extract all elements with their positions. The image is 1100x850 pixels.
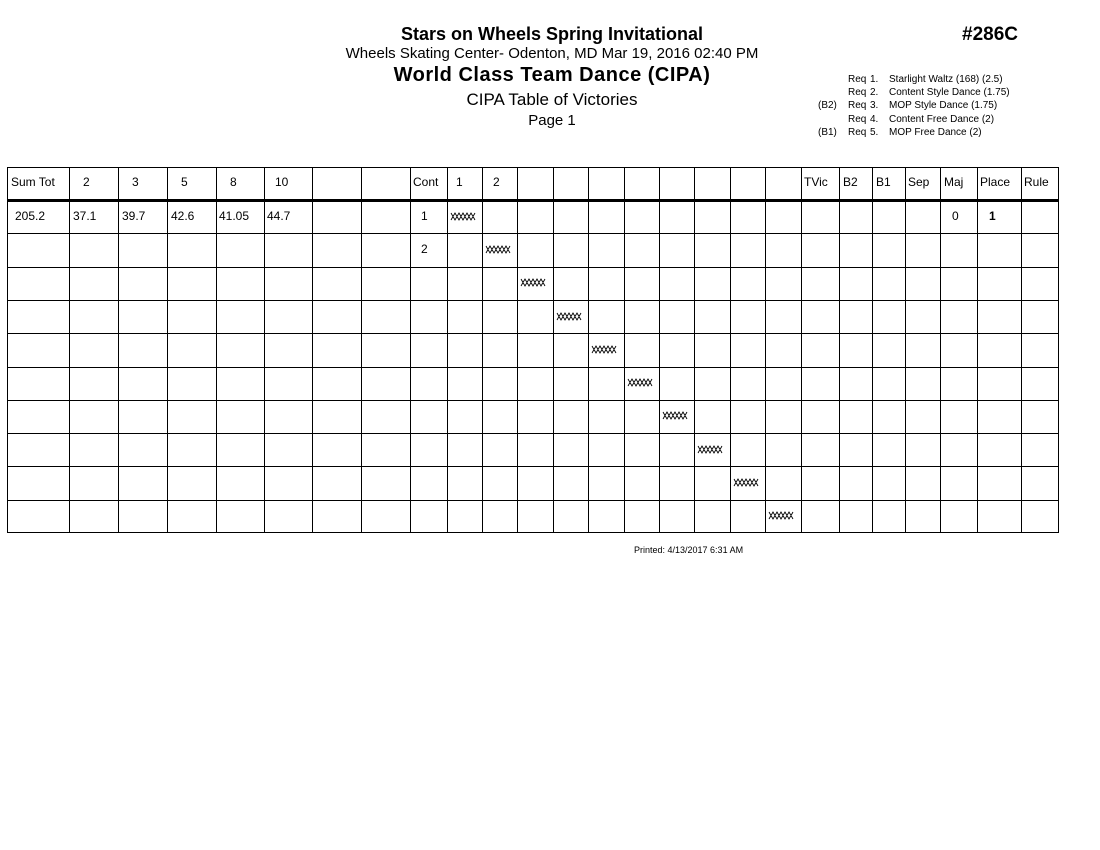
col-header-sep: Sep <box>908 175 930 189</box>
contestant-number: 2 <box>421 242 428 256</box>
grid-column-line <box>69 167 70 533</box>
contestant-number: 1 <box>421 209 428 223</box>
requirement-number: 4. <box>870 113 879 125</box>
requirement-text: MOP Style Dance (1.75) <box>889 100 998 112</box>
col-header-judge-3: 3 <box>132 175 139 189</box>
requirement-label: Req <box>848 87 867 99</box>
grid-row-line <box>7 433 1059 434</box>
requirement-item <box>818 126 1010 139</box>
col-header-judge-2: 2 <box>83 175 90 189</box>
requirement-number: 2. <box>870 87 879 99</box>
grid-column-line <box>624 167 625 533</box>
requirements-list <box>818 73 1010 139</box>
grid-row-line <box>7 466 1059 467</box>
grid-column-line <box>312 167 313 533</box>
requirement-text: Starlight Waltz (168) (2.5) <box>889 74 1003 85</box>
col-header-place: Place <box>980 175 1011 189</box>
requirement-number: 1. <box>870 74 879 85</box>
grid-column-line <box>118 167 119 533</box>
requirement-tag <box>818 73 848 86</box>
grid-column-line <box>447 167 448 533</box>
grid-column-line <box>361 167 362 533</box>
col-header-cont: Cont <box>413 175 439 189</box>
table-title: CIPA Table of Victories <box>466 90 638 109</box>
requirement-label: Req <box>848 74 867 85</box>
col-header-b1: B1 <box>876 175 891 189</box>
dance-title: World Class Team Dance (CIPA) <box>393 64 711 86</box>
venue-date-line: Wheels Skating Center- Odenton, MD Mar 19, 2016 02:40 PM <box>345 45 759 62</box>
grid-column-line <box>872 167 873 533</box>
self-comparison-xxx-marker <box>485 245 511 254</box>
event-title: Stars on Wheels Spring Invitational <box>400 24 704 44</box>
requirement-label: Req <box>848 100 867 112</box>
grid-row-line <box>7 199 1059 202</box>
col-header-tvic: TVic <box>804 175 828 189</box>
requirement-label: Req <box>848 126 867 138</box>
grid-column-line <box>977 167 978 533</box>
requirement-label: Req <box>848 113 867 125</box>
col-header-sum-tot: Sum Tot <box>11 175 55 189</box>
grid-row-line <box>7 333 1059 334</box>
col-header-cont-2: 2 <box>493 175 500 189</box>
page-number: Page 1 <box>528 112 576 129</box>
grid-row-line <box>7 532 1059 533</box>
grid-column-line <box>517 167 518 533</box>
grid-row-line <box>7 233 1059 234</box>
grid-row-line <box>7 267 1059 268</box>
requirement-number: 5. <box>870 126 879 138</box>
col-header-judge-5: 5 <box>181 175 188 189</box>
requirement-number: 3. <box>870 100 879 112</box>
grid-column-line <box>216 167 217 533</box>
printed-timestamp: Printed: 4/13/2017 6:31 AM <box>634 545 744 555</box>
requirement-item <box>818 113 1010 126</box>
requirement-tag: (B1) <box>818 126 837 138</box>
grid-column-line <box>553 167 554 533</box>
grid-column-line <box>659 167 660 533</box>
col-header-b2: B2 <box>843 175 858 189</box>
grid-column-line <box>1058 167 1059 533</box>
place-value: 1 <box>989 209 996 223</box>
requirement-text: Content Style Dance (1.75) <box>889 87 1010 99</box>
grid-column-line <box>765 167 766 533</box>
requirement-text: Content Free Dance (2) <box>889 113 995 125</box>
grid-column-line <box>905 167 906 533</box>
grid-row-line <box>7 500 1059 501</box>
grid-row-line <box>7 167 1059 168</box>
judge-score: 39.7 <box>122 209 146 223</box>
grid-column-line <box>264 167 265 533</box>
self-comparison-xxx-marker <box>733 478 759 487</box>
requirement-tag <box>818 113 848 126</box>
requirement-item <box>818 99 1010 112</box>
grid-column-line <box>694 167 695 533</box>
event-number: #286C <box>962 24 1018 45</box>
judge-score: 37.1 <box>73 209 97 223</box>
grid-column-line <box>7 167 8 533</box>
col-header-judge-10: 10 <box>275 175 289 189</box>
requirement-tag <box>818 86 848 99</box>
col-header-judge-8: 8 <box>230 175 237 189</box>
requirement-tag: (B2) <box>818 100 837 112</box>
col-header-cont-1: 1 <box>456 175 463 189</box>
self-comparison-xxx-marker <box>627 378 653 387</box>
self-comparison-xxx-marker <box>520 278 546 287</box>
self-comparison-xxx-marker <box>450 212 476 221</box>
self-comparison-xxx-marker <box>697 445 723 454</box>
judge-score: 41.05 <box>219 209 250 223</box>
col-header-maj: Maj <box>944 175 964 189</box>
grid-column-line <box>801 167 802 533</box>
victories-table <box>7 167 1058 533</box>
judge-score: 42.6 <box>171 209 195 223</box>
grid-row-line <box>7 300 1059 301</box>
col-header-rule: Rule <box>1024 175 1049 189</box>
self-comparison-xxx-marker <box>556 312 582 321</box>
grid-column-line <box>588 167 589 533</box>
requirement-item <box>818 73 1010 86</box>
grid-column-line <box>730 167 731 533</box>
grid-column-line <box>482 167 483 533</box>
grid-row-line <box>7 400 1059 401</box>
self-comparison-xxx-marker <box>662 411 688 420</box>
grid-row-line <box>7 367 1059 368</box>
sum-tot-value: 205.2 <box>15 209 46 223</box>
grid-column-line <box>410 167 411 533</box>
grid-column-line <box>839 167 840 533</box>
grid-column-line <box>167 167 168 533</box>
grid-column-line <box>940 167 941 533</box>
majority-value: 0 <box>952 209 959 223</box>
judge-score: 44.7 <box>267 209 291 223</box>
self-comparison-xxx-marker <box>768 511 794 520</box>
requirement-item <box>818 86 1010 99</box>
self-comparison-xxx-marker <box>591 345 617 354</box>
grid-column-line <box>1021 167 1022 533</box>
requirement-text: MOP Free Dance (2) <box>889 126 982 138</box>
